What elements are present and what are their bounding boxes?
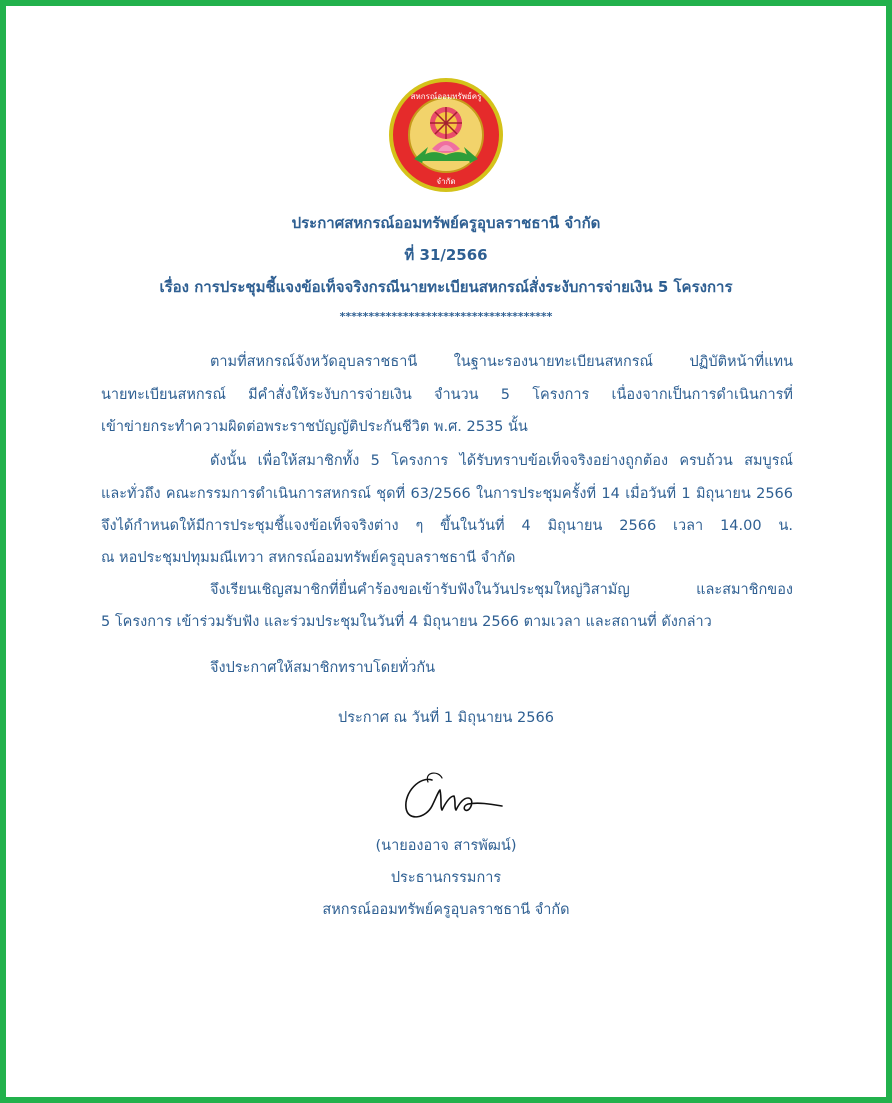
signatory-position: ประธานกรรมการ — [390, 870, 502, 886]
paragraph-3-line-2: 5 โครงการ เข้าร่วมรับฟัง และร่วมประชุมในวันที่ 4 มิถุนายน 2566 ตามเวลา และสถานที่ ดังกล่าว — [101, 614, 712, 630]
svg-text:จำกัด: จำกัด — [436, 177, 456, 186]
paragraph-1-line-1: ตามที่สหกรณ์จังหวัดอุบลราชธานี ในฐานะรองนายทะเบียนสหกรณ์ ปฏิบัติหน้าที่แทน — [210, 354, 793, 370]
paragraph-2-line-4: ณ หอประชุมปทุมมณีเทวา สหกรณ์ออมทรัพย์ครูอุบลราชธานี จำกัด — [101, 550, 516, 566]
paragraph-1-line-3: เข้าข่ายกระทำความผิดต่อพระราชบัญญัติประกันชีวิต พ.ศ. 2535 นั้น — [101, 419, 528, 435]
separator: ************************************* — [339, 310, 553, 323]
signatory-organization: สหกรณ์ออมทรัพย์ครูอุบลราชธานี จำกัด — [322, 902, 570, 918]
paragraph-2-line-3: จึงได้กำหนดให้มีการประชุมชี้แจงข้อเท็จจริงต่าง ๆ ขึ้นในวันที่ 4 มิถุนายน 2566 เวลา 14.00 น. — [101, 518, 793, 534]
paragraph-3-line-1: จึงเรียนเชิญสมาชิกที่ยื่นคำร้องขอเข้ารับฟังในวันประชุมใหญ่วิสามัญ และสมาชิกของ — [210, 582, 793, 598]
closing-statement: จึงประกาศให้สมาชิกทราบโดยทั่วกัน — [210, 660, 436, 676]
announcement-title: ประกาศสหกรณ์ออมทรัพย์ครูอุบลราชธานี จำกัด — [291, 214, 601, 232]
paragraph-1-line-2: นายทะเบียนสหกรณ์ มีคำสั่งให้ระงับการจ่ายเงิน จำนวน 5 โครงการ เนื่องจากเป็นการดำเนินการที่ — [101, 387, 793, 403]
announcement-subject: เรื่อง การประชุมชี้แจงข้อเท็จจริงกรณีนายทะเบียนสหกรณ์สั่งระงับการจ่ายเงิน 5 โครงการ — [159, 278, 733, 296]
announcement-number: ที่ 31/2566 — [404, 246, 488, 264]
paragraph-2-line-2: และทั่วถึง คณะกรรมการดำเนินการสหกรณ์ ชุดที่ 63/2566 ในการประชุมครั้งที่ 14 เมื่อวันที่ 1 มิถุนายน 2566 — [101, 486, 793, 502]
cooperative-logo — [388, 77, 504, 193]
signatory-name: (นายองอาจ สารพัฒน์) — [375, 838, 517, 854]
svg-text:สหกรณ์ออมทรัพย์ครู: สหกรณ์ออมทรัพย์ครู — [410, 92, 482, 101]
paragraph-2-line-1: ดังนั้น เพื่อให้สมาชิกทั้ง 5 โครงการ ได้รับทราบข้อเท็จจริงอย่างถูกต้อง ครบถ้วน สมบูรณ์ — [210, 453, 793, 469]
announcement-date: ประกาศ ณ วันที่ 1 มิถุนายน 2566 — [338, 710, 554, 726]
handwritten-signature — [398, 766, 510, 830]
